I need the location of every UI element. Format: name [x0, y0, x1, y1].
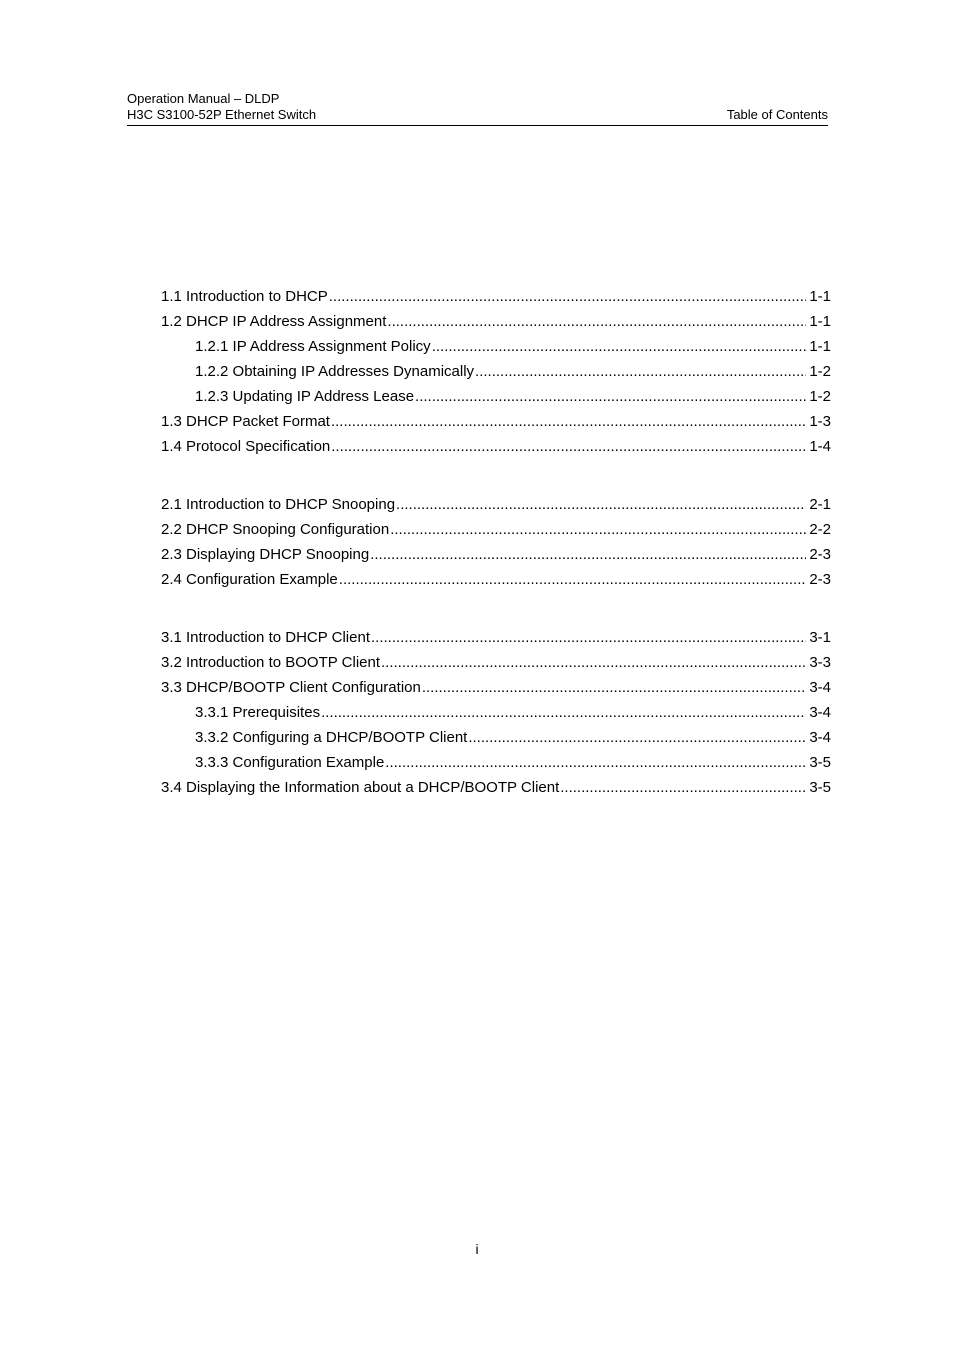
toc-leader-dots [321, 700, 806, 725]
toc-entry-title: 2.1 Introduction to DHCP Snooping [161, 496, 396, 513]
toc-entry-page: 3-5 [809, 779, 831, 796]
product-name: H3C S3100-52P Ethernet Switch [127, 107, 317, 122]
table-of-contents [161, 284, 831, 833]
toc-entry-page: 1-2 [809, 363, 831, 380]
toc-entry-title: 2.4 Configuration Example [161, 571, 338, 588]
toc-entry[interactable] [161, 334, 831, 359]
toc-entry-page: 1-4 [809, 438, 831, 455]
header-left [127, 91, 316, 123]
toc-entry[interactable] [161, 284, 831, 309]
toc-entry[interactable] [161, 517, 831, 542]
toc-entry[interactable] [161, 650, 831, 675]
toc-entry-title: 2.2 DHCP Snooping Configuration [161, 521, 390, 538]
toc-entry-title: 3.3 DHCP/BOOTP Client Configuration [161, 679, 421, 696]
toc-section [161, 284, 831, 459]
toc-leader-dots [387, 309, 806, 334]
toc-entry-page: 2-3 [809, 571, 831, 588]
toc-entry-title: 3.1 Introduction to DHCP Client [161, 629, 370, 646]
toc-section [161, 625, 831, 800]
toc-entry-title: 3.3.2 Configuring a DHCP/BOOTP Client [195, 729, 468, 746]
toc-entry[interactable] [161, 434, 831, 459]
toc-entry-page: 3-5 [809, 754, 831, 771]
toc-entry-page: 2-3 [809, 546, 831, 563]
toc-leader-dots [432, 334, 807, 359]
toc-entry[interactable] [161, 492, 831, 517]
toc-entry[interactable] [161, 309, 831, 334]
toc-entry-title: 2.3 Displaying DHCP Snooping [161, 546, 370, 563]
page-header [127, 91, 828, 126]
toc-entry[interactable] [161, 409, 831, 434]
toc-entry[interactable] [161, 359, 831, 384]
toc-entry-page: 3-3 [809, 654, 831, 671]
toc-entry-title: 1.2 DHCP IP Address Assignment [161, 313, 387, 330]
toc-entry-title: 1.2.3 Updating IP Address Lease [195, 388, 415, 405]
toc-entry-title: 3.2 Introduction to BOOTP Client [161, 654, 381, 671]
toc-entry-title: 1.2.1 IP Address Assignment Policy [195, 338, 431, 355]
toc-entry[interactable] [161, 750, 831, 775]
toc-leader-dots [385, 750, 806, 775]
header-section-title: Table of Contents [726, 107, 828, 122]
toc-leader-dots [331, 434, 806, 459]
toc-entry-page: 2-2 [809, 521, 831, 538]
toc-entry-title: 1.3 DHCP Packet Format [161, 413, 330, 430]
toc-entry-page: 3-4 [809, 729, 831, 746]
toc-entry-page: 1-1 [809, 288, 831, 305]
page-number: i [475, 1241, 479, 1257]
toc-leader-dots [371, 625, 806, 650]
toc-entry-page: 3-1 [809, 629, 831, 646]
toc-leader-dots [329, 284, 807, 309]
toc-entry[interactable] [161, 725, 831, 750]
toc-entry-page: 1-3 [809, 413, 831, 430]
toc-entry-page: 1-1 [809, 313, 831, 330]
toc-leader-dots [422, 675, 806, 700]
toc-leader-dots [339, 567, 807, 592]
toc-leader-dots [415, 384, 806, 409]
toc-entry-title: 1.1 Introduction to DHCP [161, 288, 328, 305]
toc-entry[interactable] [161, 675, 831, 700]
toc-entry-title: 1.2.2 Obtaining IP Addresses Dynamically [195, 363, 475, 380]
toc-leader-dots [390, 517, 806, 542]
toc-leader-dots [475, 359, 806, 384]
toc-leader-dots [370, 542, 806, 567]
manual-title: Operation Manual – DLDP [127, 91, 280, 106]
toc-entry-title: 3.3.3 Configuration Example [195, 754, 385, 771]
toc-entry[interactable] [161, 542, 831, 567]
toc-entry[interactable] [161, 700, 831, 725]
toc-leader-dots [381, 650, 806, 675]
toc-leader-dots [331, 409, 806, 434]
toc-leader-dots [396, 492, 806, 517]
toc-entry-page: 3-4 [809, 679, 831, 696]
toc-entry[interactable] [161, 384, 831, 409]
toc-section [161, 492, 831, 592]
toc-entry-page: 1-2 [809, 388, 831, 405]
toc-entry-page: 2-1 [809, 496, 831, 513]
toc-leader-dots [560, 775, 806, 800]
toc-entry[interactable] [161, 775, 831, 800]
toc-entry-title: 3.4 Displaying the Information about a DHCP/BOOTP Client [161, 779, 560, 796]
toc-entry-title: 3.3.1 Prerequisites [195, 704, 321, 721]
toc-entry[interactable] [161, 567, 831, 592]
toc-entry-page: 3-4 [809, 704, 831, 721]
toc-entry-title: 1.4 Protocol Specification [161, 438, 331, 455]
toc-entry[interactable] [161, 625, 831, 650]
toc-entry-page: 1-1 [809, 338, 831, 355]
toc-leader-dots [468, 725, 806, 750]
